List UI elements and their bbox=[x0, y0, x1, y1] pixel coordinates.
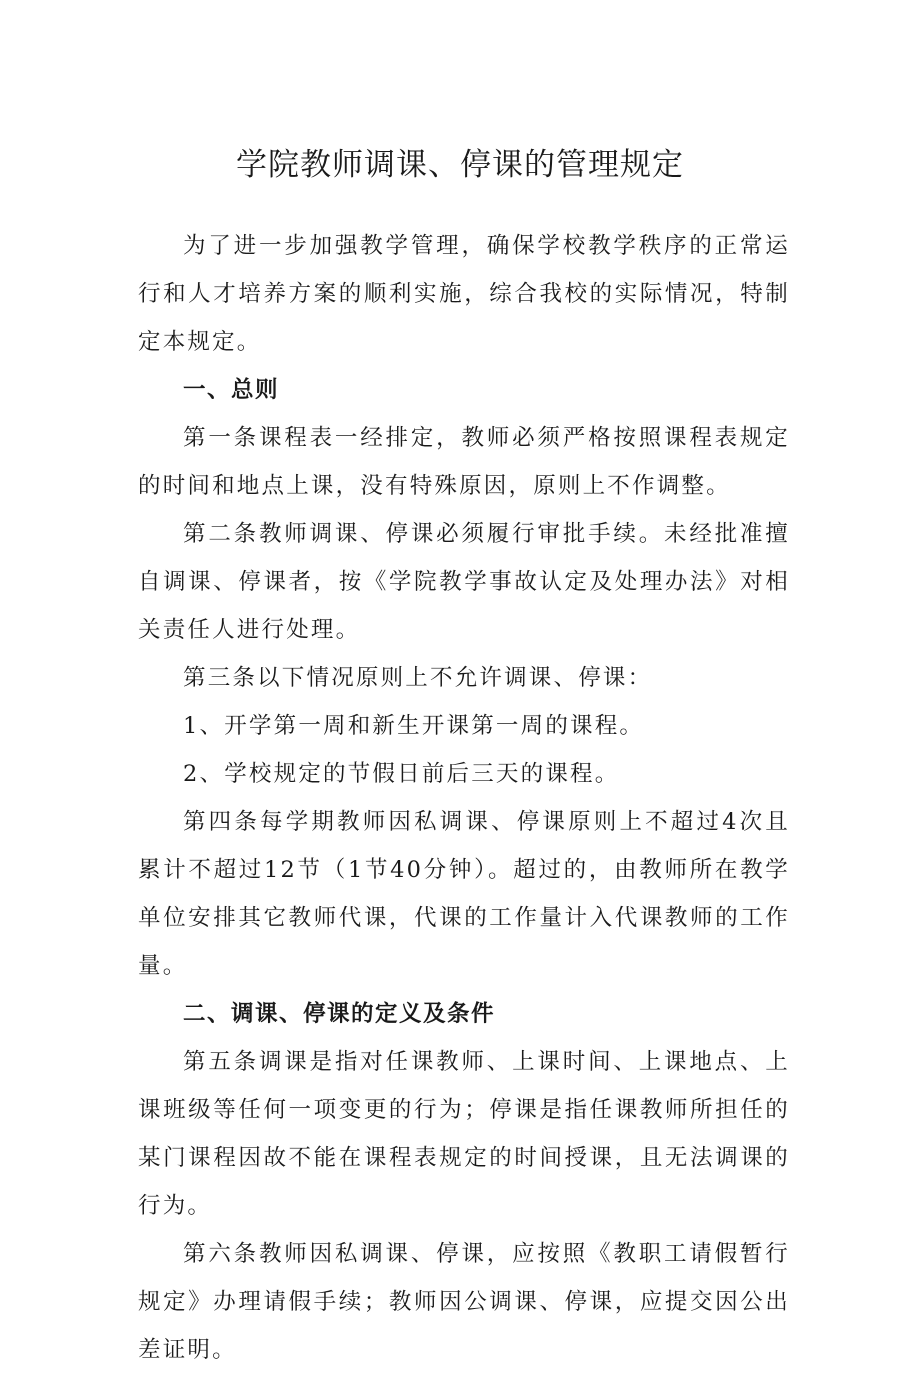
section-2-heading: 二、调课、停课的定义及条件 bbox=[183, 1001, 496, 1027]
document-title: 学院教师调课、停课的管理规定 bbox=[236, 147, 684, 183]
list-item-2: 2、学校规定的节假日前后三天的课程。 bbox=[183, 761, 620, 787]
article-1: 第一条课程表一经排定，教师必须严格按照课程表规定的时间和地点上课，没有特殊原因，原则上不作调整。 bbox=[138, 425, 790, 499]
article-2: 第二条教师调课、停课必须履行审批手续。未经批准擅自调课、停课者，按《学院教学事故认定及处理办法》对相关责任人进行处理。 bbox=[138, 521, 790, 643]
article-3: 第三条以下情况原则上不允许调课、停课： bbox=[183, 665, 653, 691]
intro-paragraph: 为了进一步加强教学管理，确保学校教学秩序的正常运行和人才培养方案的顺利实施，综合我校的实际情况，特制定本规定。 bbox=[138, 233, 790, 355]
article-5: 第五条调课是指对任课教师、上课时间、上课地点、上课班级等任何一项变更的行为；停课是指任课教师所担任的某门课程因故不能在课程表规定的时间授课，且无法调课的行为。 bbox=[138, 1049, 790, 1219]
document-body bbox=[138, 222, 790, 1374]
list-item-1: 1、开学第一周和新生开课第一周的课程。 bbox=[183, 713, 645, 739]
article-6: 第六条教师因私调课、停课，应按照《教职工请假暂行规定》办理请假手续；教师因公调课、停课，应提交因公出差证明。 bbox=[138, 1241, 790, 1363]
article-4: 第四条每学期教师因私调课、停课原则上不超过4次且累计不超过12节（1节40分钟）。超过的，由教师所在教学单位安排其它教师代课，代课的工作量计入代课教师的工作量。 bbox=[138, 809, 790, 979]
section-1-heading: 一、总则 bbox=[183, 377, 280, 403]
